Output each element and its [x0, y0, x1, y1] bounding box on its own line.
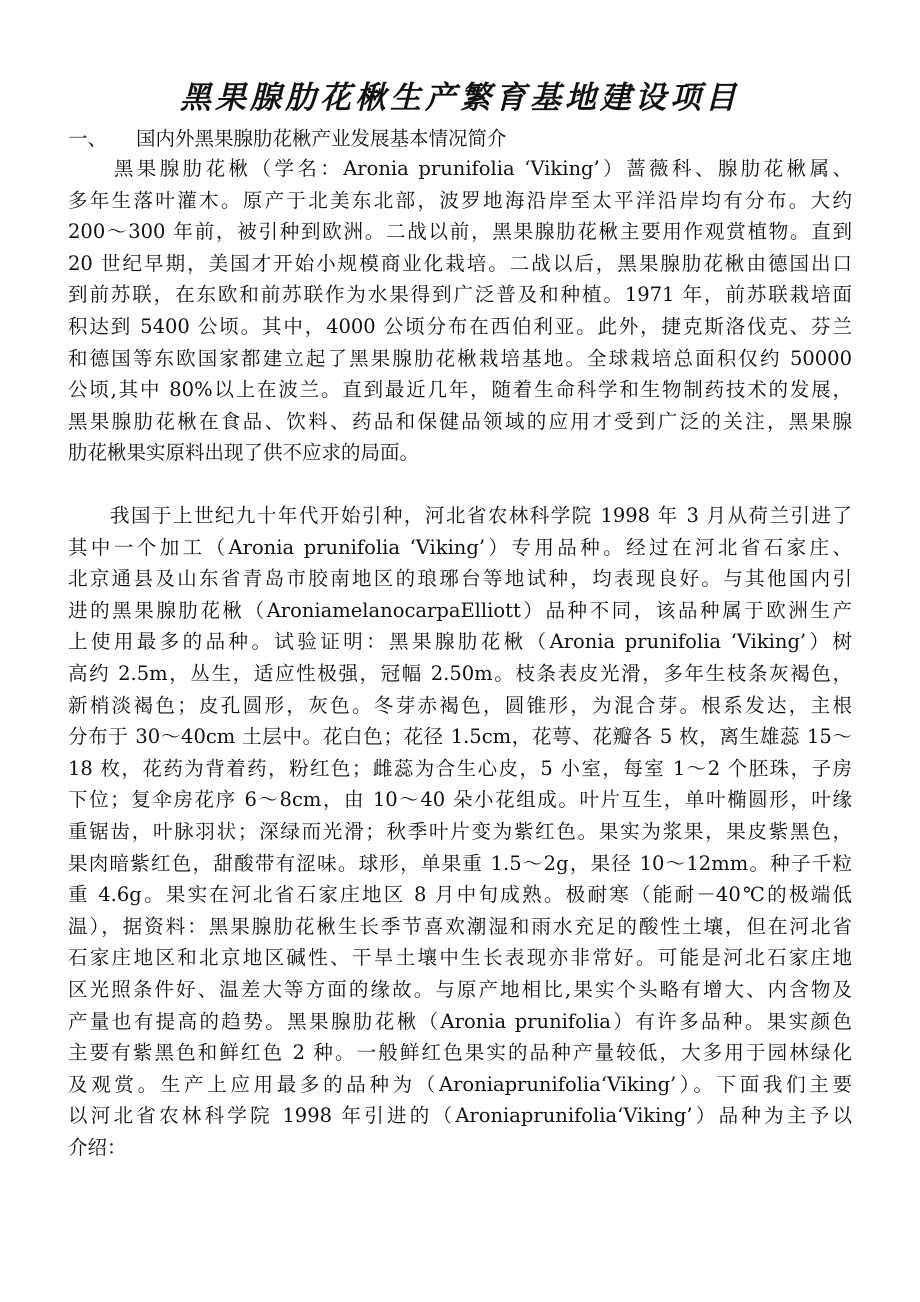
document-title: 黑果腺肋花楸生产繁育基地建设项目 — [180, 80, 740, 116]
paragraph-line: 新梢淡褐色；皮孔圆形，灰色。冬芽赤褐色，圆锥形，为混合芽。根系发达，主根 — [68, 693, 852, 717]
paragraph-line: 分布于 30～40cm 土层中。花白色；花径 1.5cm，花萼、花瓣各 5 枚，离生雄蕊 15～ — [68, 725, 852, 749]
paragraph-line: 果肉暗紫红色，甜酸带有涩味。球形，单果重 1.5～2g，果径 10～12mm。种子千粒 — [68, 851, 852, 875]
paragraph-line: 到前苏联，在东欧和前苏联作为水果得到广泛普及和种植。1971 年，前苏联栽培面 — [68, 283, 852, 307]
paragraph-line: 我国于上世纪九十年代开始引种，河北省农林科学院 1998 年 3 月从荷兰引进了 — [68, 504, 852, 527]
paragraph-line: 黑果腺肋花楸在食品、饮料、药品和保健品领域的应用才受到广泛的关注，黑果腺 — [68, 409, 852, 433]
paragraph-line: 公顷,其中 80%以上在波兰。直到最近几年，随着生命科学和生物制药技术的发展， — [68, 378, 852, 402]
paragraph-line: 进的黑果腺肋花楸（AroniamelanocarpaElliott）品种不同，该品种属于欧洲生产 — [68, 598, 852, 622]
paragraph-line: 上使用最多的品种。试验证明：黑果腺肋花楸（Aronia prunifolia ‘Viking’）树 — [68, 630, 852, 654]
section-heading-text: 国内外黑果腺肋花楸产业发展基本情况简介 — [136, 127, 507, 150]
paragraph-line: 重 4.6g。果实在河北省石家庄地区 8 月中旬成熟。极耐寒（能耐－40℃的极端低 — [68, 883, 852, 907]
paragraph-history — [68, 153, 852, 469]
paragraph-line: 20 世纪早期，美国才开始小规模商业化栽培。二战以后，黑果腺肋花楸由德国出口 — [68, 251, 852, 275]
paragraph-line: 以河北省农林科学院 1998 年引进的（Aroniaprunifolia‘Viking’）品种为主予以 — [68, 1104, 852, 1128]
paragraph-line: 重锯齿，叶脉羽状；深绿而光滑；秋季叶片变为紫红色。果实为浆果，果皮紫黑色， — [68, 819, 852, 843]
paragraph-line: 介绍： — [68, 1135, 127, 1159]
paragraph-line: 黑果腺肋花楸（学名：Aronia prunifolia ‘Viking’）蔷薇科、腺肋花楸属、 — [68, 157, 852, 180]
paragraph-line: 200～300 年前，被引种到欧洲。二战以前，黑果腺肋花楸主要用作观赏植物。直到 — [68, 220, 852, 244]
paragraph-line: 及观赏。生产上应用最多的品种为（Aroniaprunifolia‘Viking’）。下面我们主要 — [68, 1072, 852, 1096]
paragraph-line: 高约 2.5m，丛生，适应性极强，冠幅 2.50m。枝条表皮光滑，多年生枝条灰褐色， — [68, 661, 852, 685]
paragraph-line: 其中一个加工（Aronia prunifolia ‘Viking’）专用品种。经过在河北省石家庄、 — [68, 535, 852, 559]
paragraph-line: 下位；复伞房花序 6～8cm，由 10～40 朵小花组成。叶片互生，单叶椭圆形，叶缘 — [68, 788, 852, 812]
section-number: 一、 — [68, 127, 108, 150]
section-heading — [68, 124, 507, 154]
paragraph-line: 产量也有提高的趋势。黑果腺肋花楸（Aronia prunifolia）有许多品种。果实颜色 — [68, 1009, 852, 1033]
paragraph-line: 肋花楸果实原料出现了供不应求的局面。 — [68, 441, 420, 465]
paragraph-line: 积达到 5400 公顷。其中，4000 公顷分布在西伯利亚。此外，捷克斯洛伐克、芬兰 — [68, 314, 852, 338]
paragraph-line: 多年生落叶灌木。原产于北美东北部，波罗地海沿岸至太平洋沿岸均有分布。大约 — [68, 188, 852, 212]
paragraph-line: 18 枚，花药为背着药，粉红色；雌蕊为合生心皮，5 小室，每室 1～2 个胚珠，子房 — [68, 756, 852, 780]
paragraph-line: 温），据资料：黑果腺肋花楸生长季节喜欢潮湿和雨水充足的酸性土壤，但在河北省 — [68, 914, 852, 938]
paragraph-line: 和德国等东欧国家都建立起了黑果腺肋花楸栽培基地。全球栽培总面积仅约 50000 — [68, 346, 852, 370]
paragraph-line: 石家庄地区和北京地区碱性、干旱土壤中生长表现亦非常好。可能是河北石家庄地 — [68, 946, 852, 970]
paragraph-line: 主要有紫黑色和鲜红色 2 种。一般鲜红色果实的品种产量较低，大多用于园林绿化 — [68, 1041, 852, 1065]
paragraph-domestic-introduction — [68, 500, 852, 1163]
paragraph-line: 北京通县及山东省青岛市胶南地区的琅琊台等地试种，均表现良好。与其他国内引 — [68, 567, 852, 591]
paragraph-line: 区光照条件好、温差大等方面的缘故。与原产地相比,果实个头略有增大、内含物及 — [68, 977, 852, 1001]
